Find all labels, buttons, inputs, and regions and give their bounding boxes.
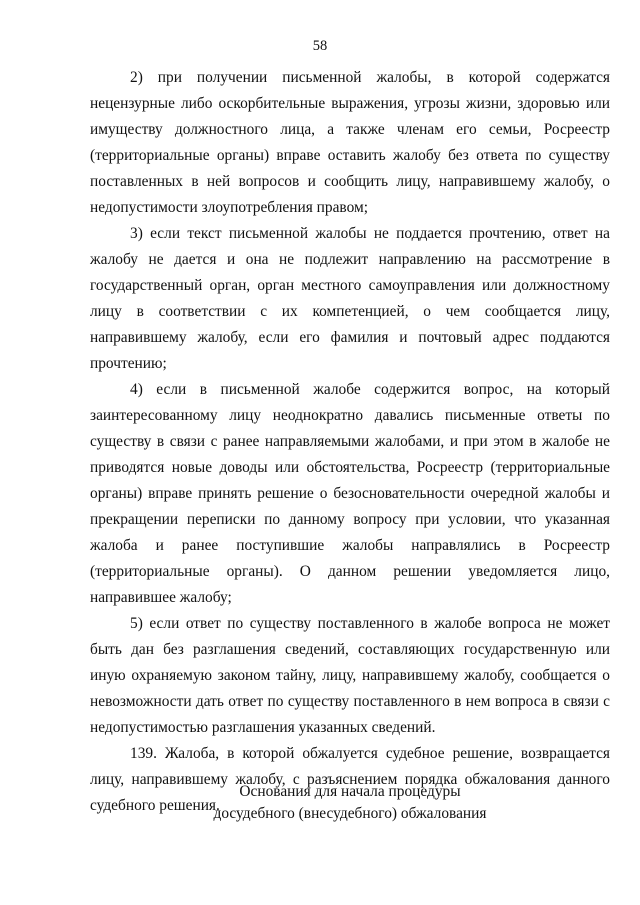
paragraph-item-5: 5) если ответ по существу поставленного в жалобе вопроса не может быть дан без разглашения сведений, составляющих государственную или иную охраняемую законом тайну, лицу, направившему жалобу, сообщается о невозможности дать ответ по существу поставленного в нем вопроса в связи с недопустимостью разглашения указанных сведений. <box>90 615 610 736</box>
paragraph-item-3: 3) если текст письменной жалобы не поддается прочтению, ответ на жалобу не дается и она не подлежит направлению на рассмотрение в государственный орган, орган местного самоуправления или должностному лицу в соответствии с их компетенцией, о чем сообщается лицу, направившему жалобу, если его фамилия и почтовый адрес поддаются прочтению; <box>90 225 610 372</box>
section-heading <box>90 781 610 825</box>
section-heading-line-2: досудебного (внесудебного) обжалования <box>213 805 487 822</box>
paragraph-item-2: 2) при получении письменной жалобы, в которой содержатся нецензурные либо оскорбительные выражения, угрозы жизни, здоровью или имуществу должностного лица, а также членам его семьи, Росреестр (территориальные органы) вправе оставить жалобу без ответа по существу поставленных в ней вопросов и сообщить лицу, направившему жалобу, о недопустимости злоупотребления правом; <box>90 69 610 216</box>
page-number: 58 <box>312 38 328 54</box>
paragraph-clause-139: 139. Жалоба, в которой обжалуется судебное решение, возвращается лицу, направившему жалобу, с разъяснением порядка обжалования данного судебного решения. <box>90 745 610 814</box>
document-body <box>90 65 610 819</box>
paragraph-item-4: 4) если в письменной жалобе содержится вопрос, на который заинтересованному лицу неоднократно давались письменные ответы по существу в связи с ранее направляемыми жалобами, и при этом в жалобе не приводятся новые доводы или обстоятельства, Росреестр (территориальные органы) вправе принять решение о безосновательности очередной жалобы и прекращении переписки по данному вопросу при условии, что указанная жалоба и ранее поступившие жалобы направлялись в Росреестр (территориальные органы). О данном решении уведомляется лицо, направившее жалобу; <box>90 381 610 606</box>
section-heading-line-1: Основания для начала процедуры <box>239 783 461 800</box>
